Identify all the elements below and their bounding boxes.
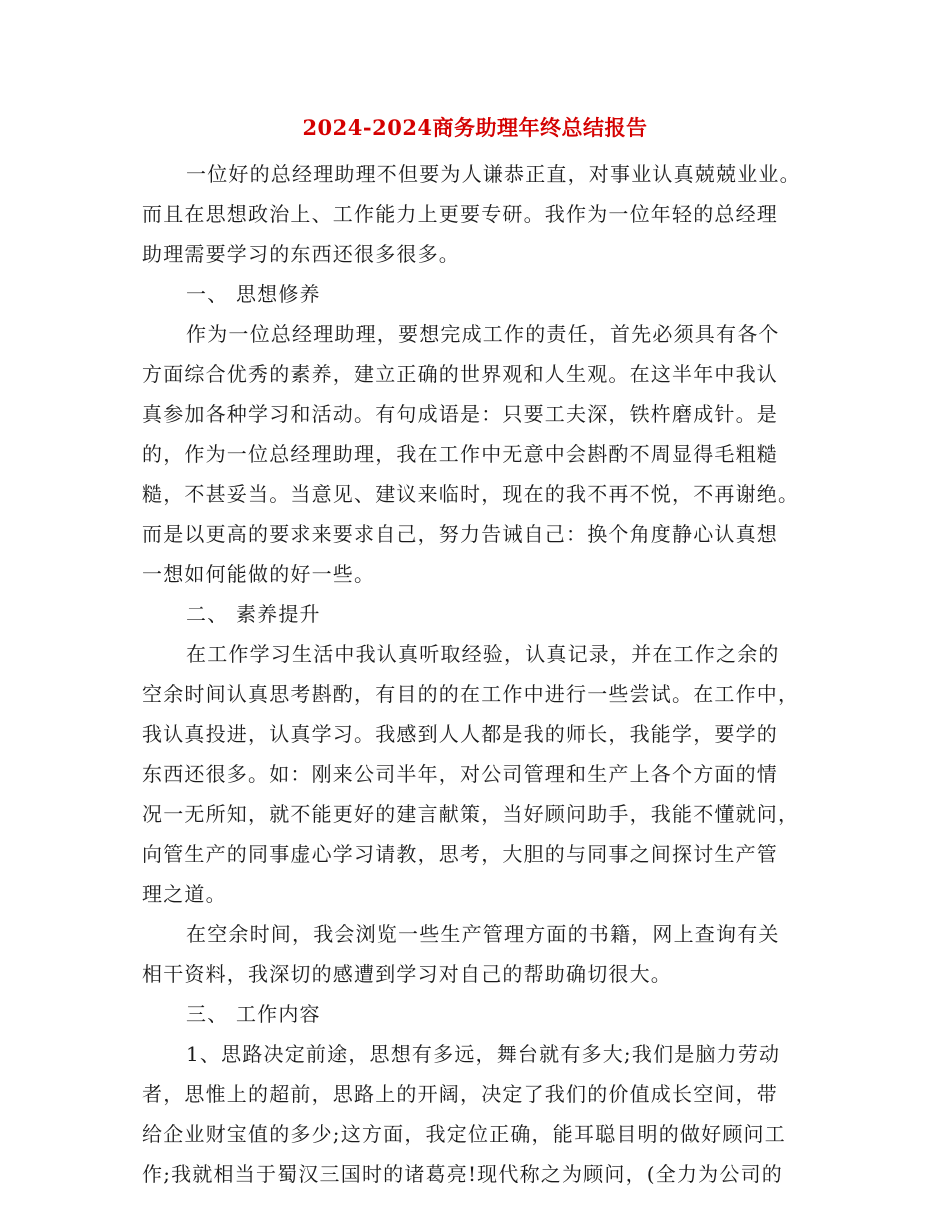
document-title: 2024-2024商务助理年终总结报告 (302, 115, 648, 140)
document-body (142, 154, 810, 1194)
text-line: 而是以更高的要求来要求自己，努力告诫自己：换个角度静心认真想 (142, 522, 778, 546)
text-line: 者，思惟上的超前，思路上的开阔，决定了我们的价值成长空间，带 (142, 1082, 778, 1106)
text-line: 相干资料，我深切的感遭到学习对自己的帮助确切很大。 (142, 962, 672, 986)
text-line: 方面综合优秀的素养，建立正确的世界观和人生观。在这半年中我认 (142, 362, 778, 386)
text-line: 真参加各种学习和活动。有句成语是：只要工夫深，铁杵磨成针。是 (142, 402, 778, 426)
text-line: 东西还很多。如：刚来公司半年，对公司管理和生产上各个方面的情 (142, 762, 778, 786)
text-line: 理之道。 (142, 882, 227, 906)
text-line: 一想如何能做的好一些。 (142, 562, 376, 586)
text-line: 三、 工作内容 (186, 1002, 321, 1026)
text-line: 向管生产的同事虚心学习请教，思考，大胆的与同事之间探讨生产管 (142, 842, 778, 866)
text-line: 我认真投进，认真学习。我感到人人都是我的师长，我能学，要学的 (142, 722, 778, 746)
text-line: 空余时间认真思考斟酌，有目的的在工作中进行一些尝试。在工作中， (142, 682, 800, 706)
text-line: 况一无所知，就不能更好的建言献策，当好顾问助手，我能不懂就问， (142, 802, 800, 826)
text-line: 一位好的总经理助理不但要为人谦恭正直，对事业认真兢兢业业。 (186, 162, 801, 186)
text-line: 作为一位总经理助理，要想完成工作的责任，首先必须具有各个 (186, 322, 780, 346)
text-line: 1、思路决定前途，思想有多远，舞台就有多大;我们是脑力劳动 (186, 1042, 781, 1066)
text-line: 糙，不甚妥当。当意见、建议来临时，现在的我不再不悦，不再谢绝。 (142, 482, 800, 506)
text-line: 在工作学习生活中我认真听取经验，认真记录，并在工作之余的 (186, 642, 780, 666)
text-line: 二、 素养提升 (186, 602, 321, 626)
text-line: 给企业财宝值的多少;这方面，我定位正确，能耳聪目明的做好顾问工 (142, 1122, 786, 1146)
text-line: 的，作为一位总经理助理，我在工作中无意中会斟酌不周显得毛粗糙 (142, 442, 778, 466)
text-line: 一、 思想修养 (186, 282, 321, 306)
text-line: 助理需要学习的东西还很多很多。 (142, 242, 460, 266)
text-line: 在空余时间，我会浏览一些生产管理方面的书籍，网上查询有关 (186, 922, 780, 946)
text-line: 而且在思想政治上、工作能力上更要专研。我作为一位年轻的总经理 (142, 202, 778, 226)
text-line: 作;我就相当于蜀汉三国时的诸葛亮!现代称之为顾问，(全力为公司的 (142, 1162, 783, 1186)
